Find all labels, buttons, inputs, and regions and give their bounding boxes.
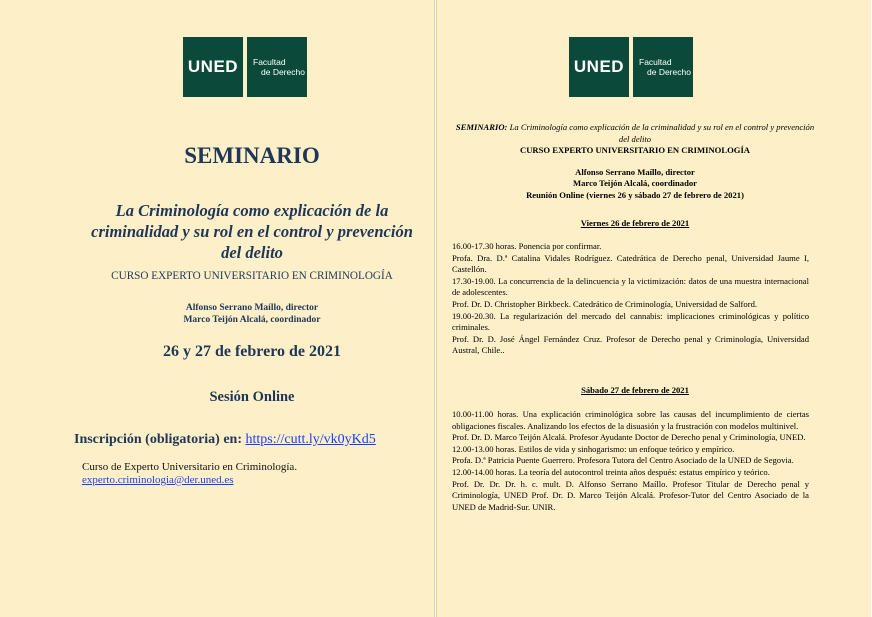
day1-heading: Viernes 26 de febrero de 2021 [580,218,690,228]
faculty-line1-right: Facultad [639,57,672,67]
program-course: CURSO EXPERTO UNIVERSITARIO EN CRIMINOLOGÍA [519,145,750,156]
program-meeting: Reunión Online (viernes 26 y sábado 27 de febrero de 2021) [526,189,744,200]
schedule-item: 12.00-13.00 horas. Estilos de vida y sinhogarismo: un enfoque teórico y empírico. [452,443,735,454]
seminar-subtitle: La Criminología como explicación de la criminalidad y su rol en el control y prevención del delito [91,201,413,262]
inscription-label: Inscripción (obligatoria) en: [74,432,242,447]
faculty-line2-right: de Derecho [647,67,691,77]
schedule-item: Prof. Dr. Dr. Dr. h. c. mult. D. Alfonso Serrano Maíllo. Profesor Titular de Derecho penal y Criminología, UNED Prof. Dr. D. Marco Teijón Alcalá. Profesor-Tutor del Centro Asociado de la UNED de Madrid-Sur. UNIR. [452,478,809,512]
contact-email-link[interactable]: experto.criminologia@der.uned.es [82,474,234,486]
seminar-title: SEMINARIO [184,143,320,168]
director-name: Alfonso Serrano Maíllo, director [185,303,319,313]
contact-block [82,461,297,487]
day2-schedule [452,409,809,513]
inscription-link[interactable]: https://cutt.ly/vk0yKd5 [245,432,376,447]
schedule-item: 19.00-20.30. La regularización del mercado del cannabis: implicaciones criminológicas y político criminales. [452,310,809,333]
course-name: CURSO EXPERTO UNIVERSITARIO EN CRIMINOLOGÍA [111,270,393,282]
program-label: SEMINARIO: [455,122,508,132]
contact-text: Curso de Experto Universitario en Criminología. [82,461,298,473]
uned-logo-mark-right: UNED [569,37,629,97]
program-header [452,122,818,202]
day2-heading: Sábado 27 de febrero de 2021 [581,385,689,395]
coordinator-name: Marco Teijón Alcalá, coordinador [183,315,321,325]
faculty-label-right [633,37,693,97]
program-title [452,122,818,145]
uned-logo-mark: UNED [183,37,243,97]
faculty-line1: Facultad [253,57,286,67]
inscription-line [74,432,376,448]
schedule-item: Profa. Dra. D.ª Catalina Vidales Rodríguez. Catedrática de Derecho penal, Universidad Jaume I, Castellón. [452,252,809,275]
schedule-item: 12.00-14.00 horas. La teoría del autocontrol treinta años después: estatus empírico y teórico. [452,466,770,477]
program-title-text: La Criminología como explicación de la criminalidad y su rol en el control y prevención del delito [509,122,815,144]
seminar-date: 26 y 27 de febrero de 2021 [162,343,342,360]
schedule-item: Prof. Dr. D. Marco Teijón Alcalá. Profesor Ayudante Doctor de Derecho penal y Criminología, UNED. [452,432,806,443]
schedule-item: Prof. Dr. D. José Ángel Fernández Cruz. Profesor de Derecho penal y Criminología, Universidad Austral, Chile.. [452,333,809,356]
program-coordinator: Marco Teijón Alcalá, coordinador [573,178,697,189]
schedule-item: Profa. D.ª Patricia Puente Guerrero. Profesora Tutora del Centro Asociado de la UNED de Segovia. [452,455,794,466]
organizers [40,302,464,326]
day1-schedule [452,241,809,357]
schedule-item: Prof. Dr. D. Christopher Birkbeck. Catedrático de Criminología, Universidad de Salford. [452,298,758,309]
schedule-item: 16.00-17.30 horas. Ponencia por confirmar. [452,241,602,251]
uned-logo-right [569,37,693,97]
session-type: Sesión Online [209,389,295,405]
schedule-item: 17.30-19.00. La concurrencia de la delincuencia y la victimización: datos de una muestra internacional de adolescentes. [452,275,809,298]
schedule-item: 10.00-11.00 horas. Una explicación criminológica sobre las causas del incumplimiento de ciertas obligaciones fiscales. Analizando los efectos de la disuasión y la frustración con modelos multinivel. [452,409,809,431]
faculty-label [247,37,307,97]
faculty-line2: de Derecho [261,67,305,77]
program-director: Alfonso Serrano Maíllo, director [575,166,695,177]
uned-logo [183,37,307,97]
